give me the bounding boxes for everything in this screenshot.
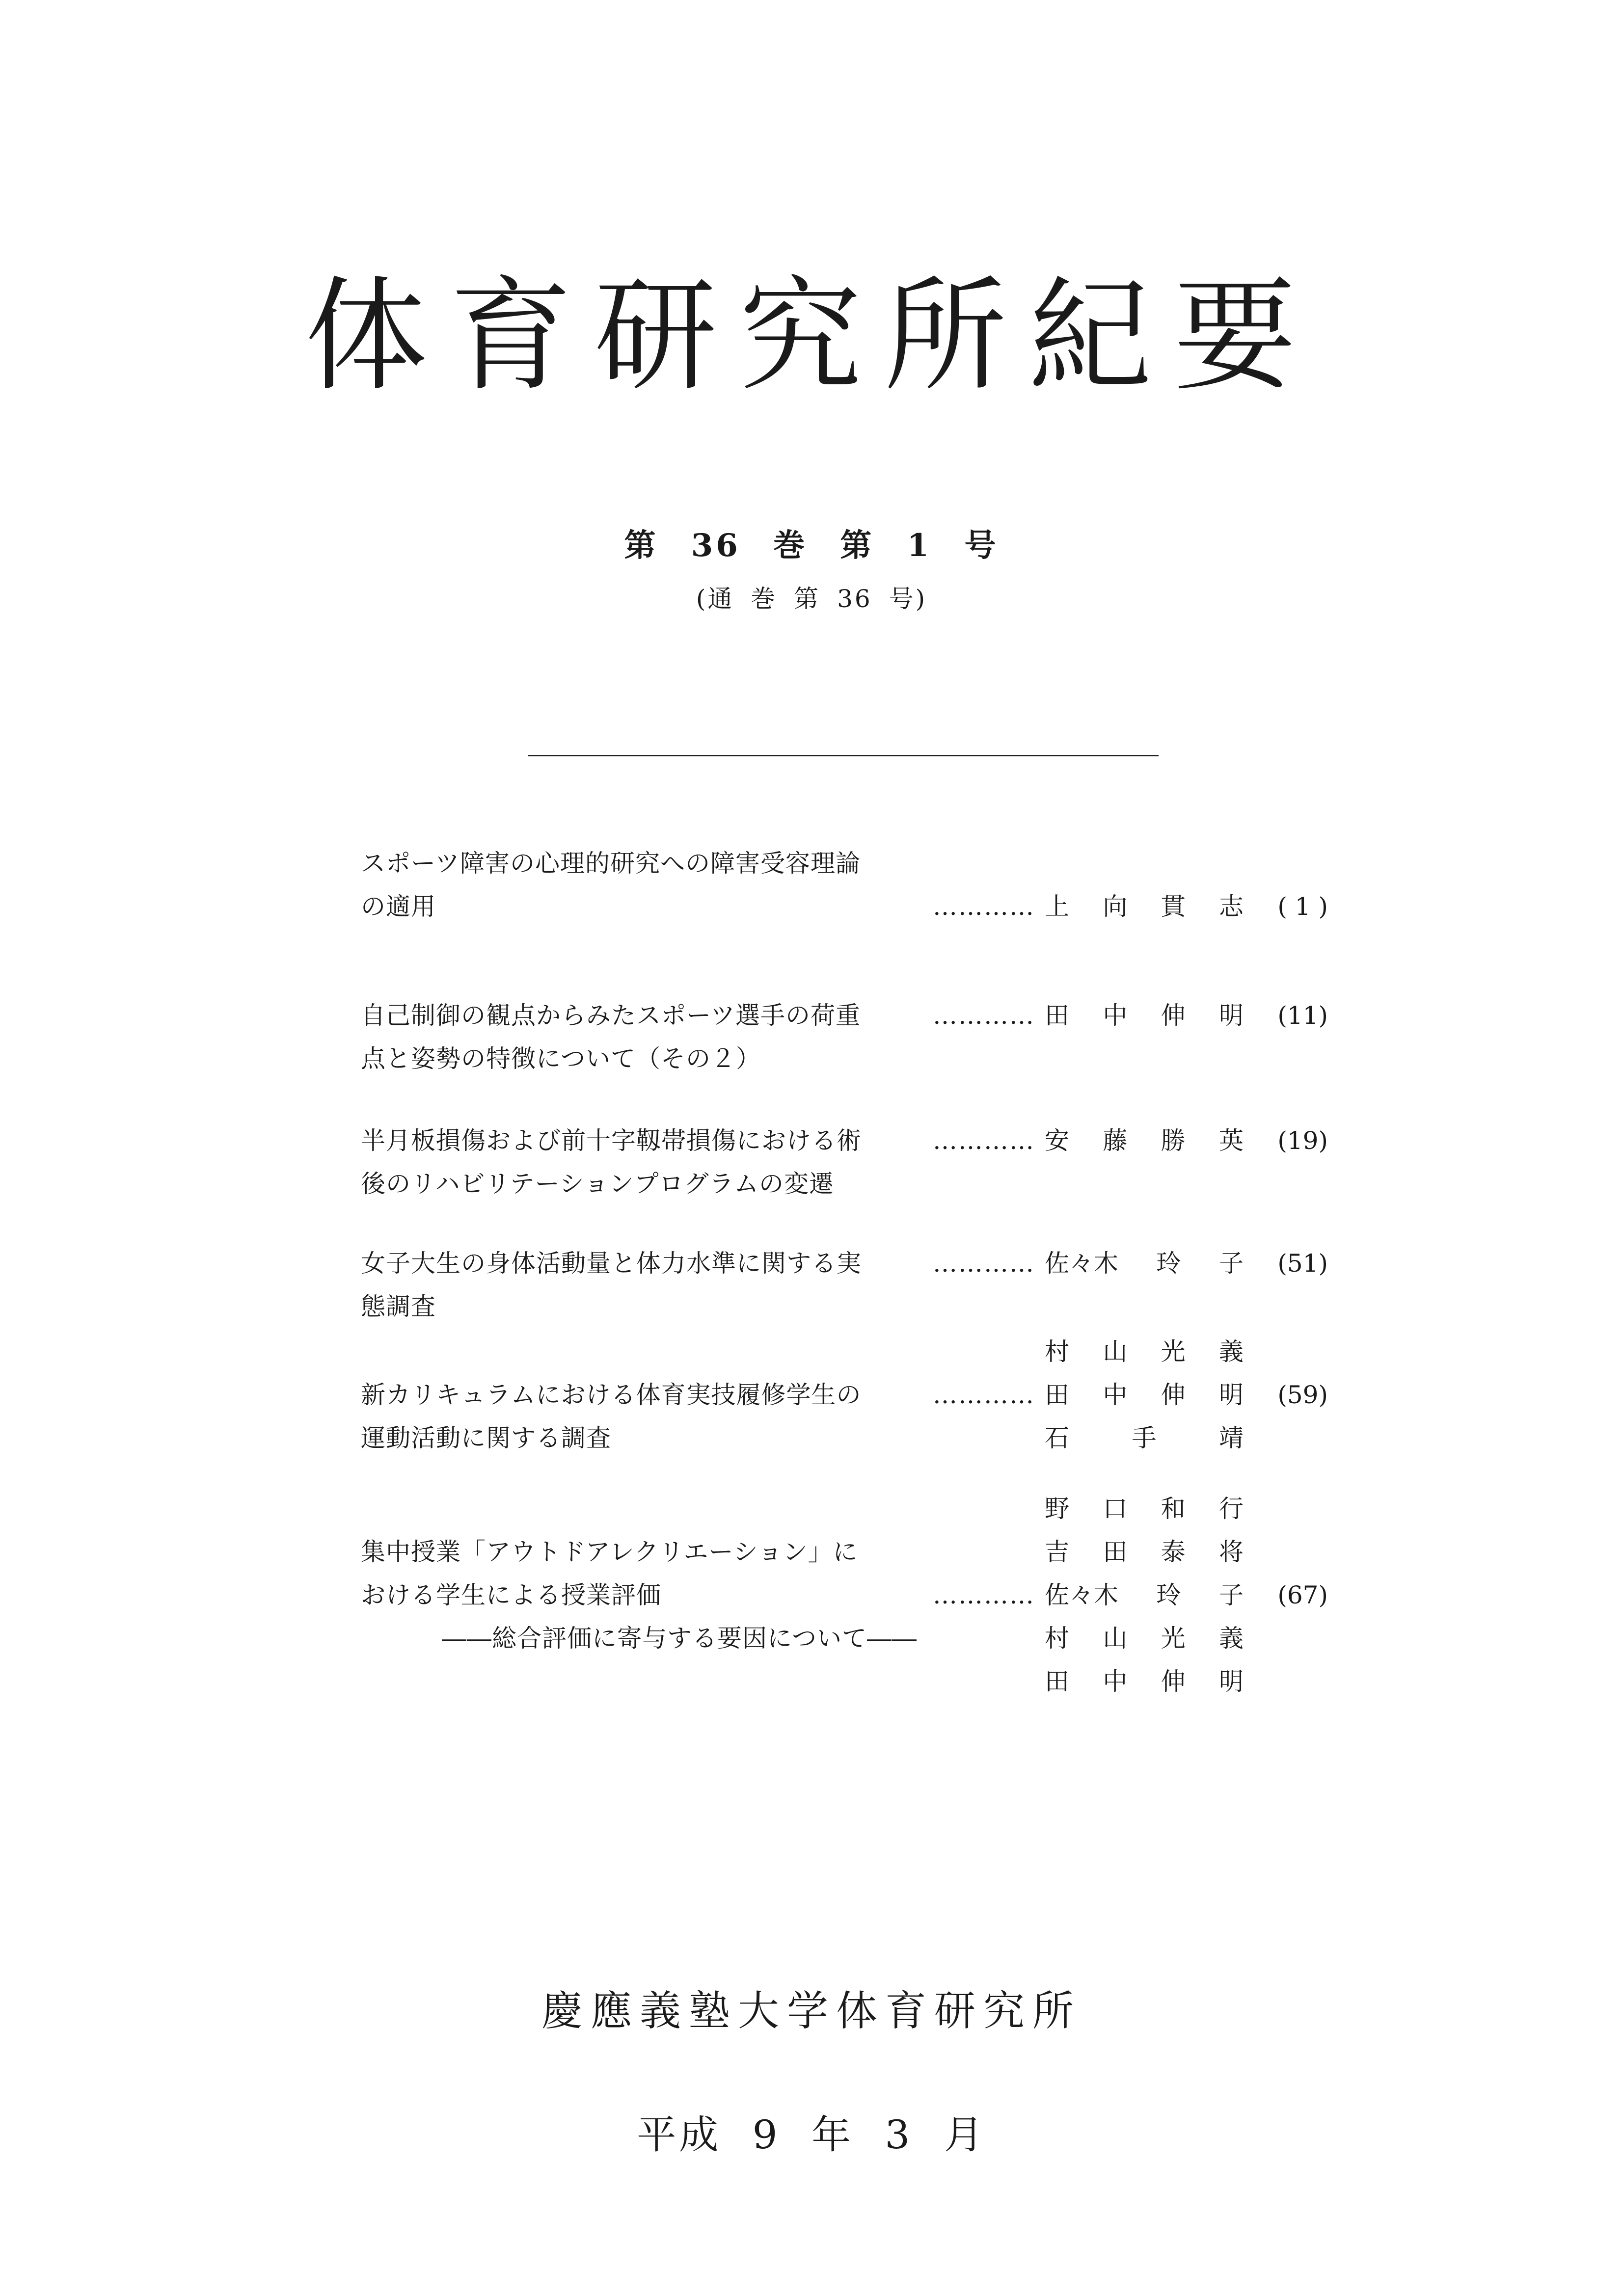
publisher-name: 慶應義塾大学体育研究所 — [541, 1987, 1082, 2035]
author-name-part: 向 — [1103, 892, 1128, 921]
author-name-part: 中 — [1103, 1001, 1128, 1030]
author-name-part: 伸 — [1161, 1381, 1186, 1409]
author-name-part: 靖 — [1219, 1424, 1244, 1452]
author-name-part: 村 — [1045, 1624, 1069, 1653]
author-name-part: 中 — [1103, 1667, 1128, 1696]
toc-title-line: 態調査 — [361, 1292, 436, 1321]
leader-dots: ………… — [933, 1581, 1035, 1609]
author-name-part: 明 — [1218, 1381, 1244, 1409]
author-name-part: 田 — [1045, 1667, 1069, 1696]
toc-entry-title — [361, 842, 925, 928]
leader-dots: ………… — [933, 1249, 1035, 1278]
toc-title-line: 新カリキュラムにおける体育実技履修学生の — [361, 1381, 862, 1409]
leader-dots: ………… — [933, 892, 1035, 921]
toc-title-line: 集中授業「アウトドアレクリエーション」に — [361, 1538, 858, 1566]
author-name-part: 将 — [1218, 1538, 1244, 1566]
author-name-part: 安 — [1045, 1126, 1069, 1155]
toc-entry-page: (19) — [1277, 1126, 1328, 1155]
author-name-part: 吉 — [1045, 1538, 1069, 1566]
author-name — [1045, 1242, 1244, 1285]
author-name-part: 志 — [1218, 892, 1244, 921]
author-name — [1045, 1617, 1244, 1660]
author-name-part: 田 — [1103, 1538, 1128, 1566]
author-name-part: 光 — [1161, 1337, 1186, 1366]
author-name — [1045, 994, 1244, 1037]
leader-dots: ………… — [933, 1001, 1035, 1030]
author-name-part: 明 — [1218, 1667, 1244, 1696]
author-name-part: 子 — [1219, 1581, 1244, 1609]
author-name-part: 山 — [1103, 1624, 1128, 1653]
toc-title-line: 女子大生の身体活動量と体力水準に関する実 — [361, 1249, 862, 1278]
author-name-part: 野 — [1045, 1495, 1069, 1523]
toc-title-line: の適用 — [361, 892, 436, 921]
author-name-part: 玲 — [1156, 1249, 1181, 1278]
publication-date: 平成 9 年 3 月 — [637, 2112, 986, 2158]
author-name — [1045, 1416, 1244, 1460]
volume-number: 第 36 巻 第 1 号 — [624, 527, 999, 564]
author-name-part: 貫 — [1161, 892, 1186, 921]
author-name-part: 勝 — [1161, 1126, 1186, 1155]
toc-entry-authors — [1045, 1119, 1261, 1162]
toc-entry-page: (67) — [1277, 1581, 1328, 1609]
author-name-part: 子 — [1219, 1249, 1244, 1278]
toc-entry-authors — [1045, 885, 1261, 928]
author-name — [1045, 1574, 1244, 1617]
author-name-part: 義 — [1218, 1624, 1244, 1653]
divider-rule — [528, 755, 1159, 756]
author-name-part: 英 — [1218, 1126, 1244, 1155]
toc-entry-title — [361, 1242, 925, 1328]
author-name-part: 佐々木 — [1045, 1249, 1118, 1278]
toc-entry-authors — [1045, 1487, 1261, 1703]
toc-entry-authors — [1045, 994, 1261, 1037]
toc-title-line: おける学生による授業評価 — [361, 1581, 661, 1609]
author-name-part: 手 — [1132, 1424, 1157, 1452]
toc-subtitle: ――総合評価に寄与する要因について―― — [442, 1624, 917, 1653]
author-name — [1045, 1530, 1244, 1574]
author-name-part: 藤 — [1103, 1126, 1128, 1155]
author-name-part: 上 — [1045, 892, 1069, 921]
leader-dots: ………… — [933, 1381, 1035, 1409]
toc-entry-authors — [1045, 1330, 1261, 1460]
author-name-part: 伸 — [1161, 1667, 1186, 1696]
toc-title-line: スポーツ障害の心理的研究への障害受容理論 — [361, 849, 861, 878]
toc-title-line: 半月板損傷および前十字靱帯損傷における術 — [361, 1126, 862, 1155]
author-name-part: 明 — [1218, 1001, 1244, 1030]
author-name — [1045, 1119, 1244, 1162]
toc-entry-title — [361, 1373, 925, 1460]
toc-title-line: 後のリハビリテーションプログラムの変遷 — [361, 1170, 834, 1198]
author-name-part: 村 — [1045, 1337, 1069, 1366]
toc-entry-page: (59) — [1277, 1381, 1328, 1409]
toc-entry-page: (11) — [1277, 1001, 1328, 1030]
author-name-part: 和 — [1161, 1495, 1186, 1523]
toc-entry-title — [361, 1530, 925, 1660]
toc-title-line: 運動活動に関する調査 — [361, 1424, 611, 1452]
author-name-part: 佐々木 — [1045, 1581, 1118, 1609]
author-name-part: 玲 — [1156, 1581, 1181, 1609]
author-name-part: 石 — [1045, 1424, 1069, 1452]
toc-entry-page: ( 1 ) — [1277, 892, 1328, 921]
toc-entry-title — [361, 1119, 925, 1205]
author-name — [1045, 1330, 1244, 1373]
author-name-part: 山 — [1103, 1337, 1128, 1366]
author-name — [1045, 1660, 1244, 1703]
author-name — [1045, 885, 1244, 928]
author-name-part: 伸 — [1161, 1001, 1186, 1030]
leader-dots: ………… — [933, 1126, 1035, 1155]
author-name-part: 中 — [1103, 1381, 1128, 1409]
toc-title-line: 点と姿勢の特徴について（その２） — [361, 1044, 761, 1073]
author-name-part: 田 — [1045, 1001, 1069, 1030]
author-name-part: 行 — [1218, 1495, 1244, 1523]
author-name-part: 口 — [1103, 1495, 1128, 1523]
author-name-part: 泰 — [1161, 1538, 1186, 1566]
toc-entry-authors — [1045, 1242, 1261, 1285]
cumulative-number: (通 巻 第 36 号) — [696, 585, 927, 613]
author-name-part: 義 — [1218, 1337, 1244, 1366]
author-name — [1045, 1373, 1244, 1416]
toc-title-line: 自己制御の観点からみたスポーツ選手の荷重 — [361, 1001, 861, 1030]
toc-entry-page: (51) — [1277, 1249, 1328, 1278]
journal-title: 体育研究所紀要 — [304, 265, 1319, 407]
author-name — [1045, 1487, 1244, 1530]
toc-entry-title — [361, 994, 925, 1080]
author-name-part: 田 — [1045, 1381, 1069, 1409]
author-name-part: 光 — [1161, 1624, 1186, 1653]
